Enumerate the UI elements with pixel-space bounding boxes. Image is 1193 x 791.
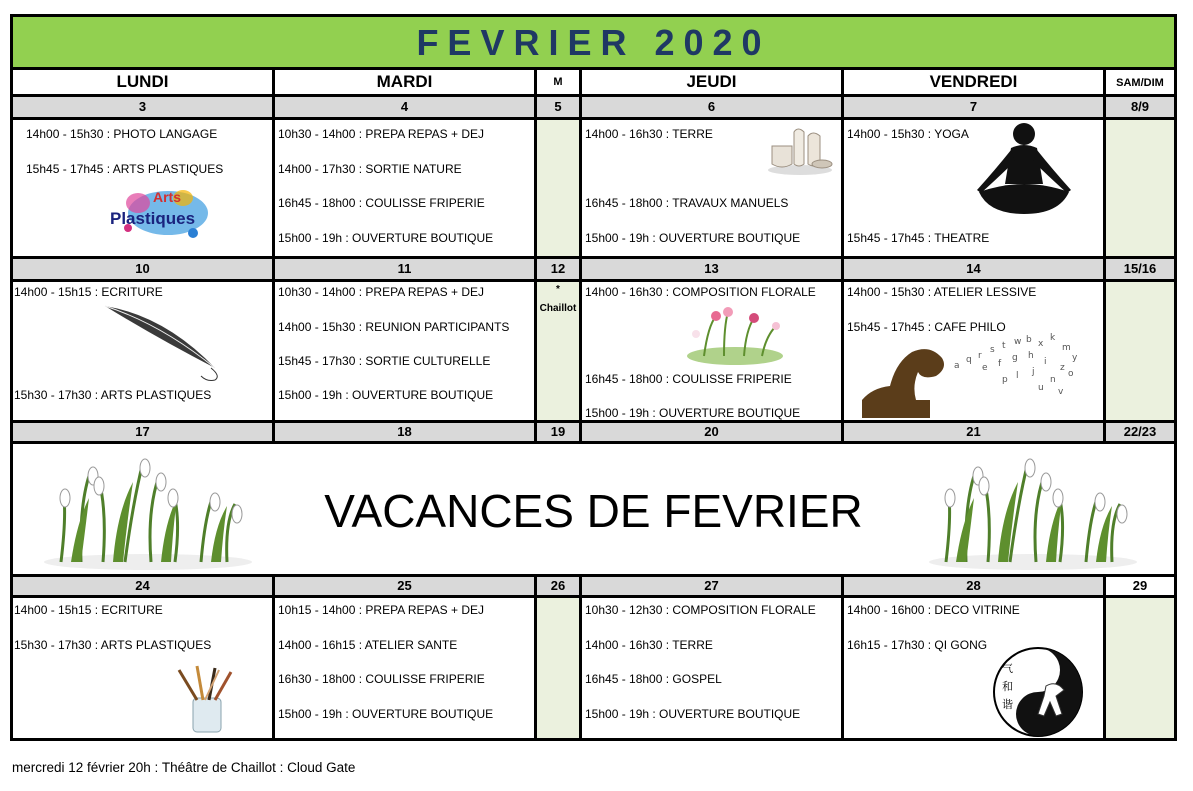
- event: 14h00 - 15h30 : YOGA: [847, 127, 969, 141]
- event: 14h00 - 17h30 : SORTIE NATURE: [278, 162, 462, 176]
- svg-text:n: n: [1050, 375, 1056, 385]
- svg-text:s: s: [990, 345, 995, 355]
- day-cell-weekend: [1106, 598, 1174, 738]
- day-number: 4: [275, 97, 534, 117]
- event: 15h00 - 19h : OUVERTURE BOUTIQUE: [585, 231, 801, 245]
- header-weekend: SAM/DIM: [1106, 70, 1174, 94]
- event: 10h15 - 14h00 : PREPA REPAS + DEJ: [278, 603, 485, 617]
- header-mercredi: M: [537, 70, 579, 94]
- day-number: 13: [582, 259, 841, 279]
- day-number: 17: [13, 423, 272, 441]
- svg-text:x: x: [1038, 339, 1044, 349]
- chaillot-star: *: [556, 284, 560, 295]
- event: 15h30 - 17h30 : ARTS PLASTIQUES: [14, 638, 212, 652]
- day-cell-mardi: [275, 598, 534, 738]
- arts-plastiques-logo: [98, 178, 218, 248]
- day-number: 22/23: [1106, 423, 1174, 441]
- svg-text:i: i: [1044, 357, 1047, 367]
- holiday-title: VACANCES DE FEVRIER: [324, 485, 863, 537]
- day-cell-jeudi: [582, 120, 841, 256]
- day-number: 19: [537, 423, 579, 441]
- pottery-image: [764, 124, 834, 176]
- day-number: 27: [582, 577, 841, 595]
- day-number: 10: [13, 259, 272, 279]
- event: 10h30 - 14h00 : PREPA REPAS + DEJ: [278, 127, 485, 141]
- header-mardi: MARDI: [275, 70, 534, 94]
- day-number: 8/9: [1106, 97, 1174, 117]
- chaillot-note: Chaillot: [539, 303, 577, 314]
- yoga-silhouette-image: [961, 120, 1091, 220]
- event: 15h45 - 17h45 : THEATRE: [847, 231, 990, 245]
- event: 14h00 - 16h00 : DECO VITRINE: [847, 603, 1020, 617]
- svg-text:Plastiques: Plastiques: [110, 209, 196, 228]
- event: 16h15 - 17h30 : QI GONG: [847, 638, 988, 652]
- day-number: 28: [844, 577, 1103, 595]
- day-cell-weekend: [1106, 282, 1174, 420]
- svg-text:Arts: Arts: [153, 189, 182, 205]
- svg-text:j: j: [1032, 367, 1035, 377]
- svg-text:f: f: [998, 359, 1002, 369]
- day-number: 12: [537, 259, 579, 279]
- svg-text:y: y: [1072, 353, 1078, 363]
- day-number: 20: [582, 423, 841, 441]
- event: 15h45 - 17h45 : ARTS PLASTIQUES: [26, 162, 224, 176]
- event: 16h45 - 18h00 : COULISSE FRIPERIE: [278, 196, 485, 210]
- svg-text:m: m: [1062, 343, 1071, 353]
- day-cell-vendredi: [844, 282, 1103, 420]
- svg-text:谐: 谐: [1002, 698, 1013, 711]
- day-number: 18: [275, 423, 534, 441]
- event: 14h00 - 16h30 : TERRE: [585, 638, 713, 652]
- event: 14h00 - 15h30 : ATELIER LESSIVE: [847, 285, 1037, 299]
- day-cell-lundi: [13, 282, 272, 420]
- day-number: 15/16: [1106, 259, 1174, 279]
- header-lundi: LUNDI: [13, 70, 272, 94]
- day-cell-weekend: [1106, 120, 1174, 256]
- paintbrush-jar-image: [175, 664, 237, 736]
- event: 14h00 - 16h30 : COMPOSITION FLORALE: [585, 285, 816, 299]
- svg-text:a: a: [954, 361, 960, 371]
- snowdrops-right-image: [926, 452, 1141, 570]
- svg-text:e: e: [982, 363, 988, 373]
- day-cell-jeudi: [582, 598, 841, 738]
- day-cell-lundi: [13, 120, 272, 256]
- day-number: 11: [275, 259, 534, 279]
- svg-text:p: p: [1002, 375, 1008, 385]
- day-number: 6: [582, 97, 841, 117]
- event: 15h00 - 19h : OUVERTURE BOUTIQUE: [278, 231, 494, 245]
- svg-text:o: o: [1068, 369, 1074, 379]
- day-number: 24: [13, 577, 272, 595]
- svg-text:u: u: [1038, 383, 1044, 393]
- day-cell-vendredi: [844, 120, 1103, 256]
- day-number: 25: [275, 577, 534, 595]
- svg-text:z: z: [1060, 363, 1065, 373]
- day-number: 14: [844, 259, 1103, 279]
- day-number: 5: [537, 97, 579, 117]
- event: 15h00 - 19h : OUVERTURE BOUTIQUE: [278, 388, 494, 402]
- flowers-image: [684, 304, 786, 366]
- svg-text:和: 和: [1002, 680, 1013, 693]
- svg-text:k: k: [1050, 333, 1056, 343]
- event: 10h30 - 14h00 : PREPA REPAS + DEJ: [278, 285, 485, 299]
- calendar-title: FEVRIER 2020: [13, 17, 1174, 67]
- svg-text:h: h: [1028, 351, 1034, 361]
- day-cell-vendredi: [844, 598, 1103, 738]
- event: 16h45 - 18h00 : COULISSE FRIPERIE: [585, 372, 792, 386]
- svg-text:r: r: [978, 351, 982, 361]
- day-cell-lundi: [13, 598, 272, 738]
- calendar: [10, 14, 1177, 741]
- event: 14h00 - 15h15 : ECRITURE: [14, 285, 163, 299]
- day-cell-mercredi: [537, 120, 579, 256]
- holiday-banner: [13, 444, 1174, 574]
- footer-note: mercredi 12 février 20h : Théâtre de Chaillot : Cloud Gate: [12, 760, 356, 775]
- day-cell-jeudi: [582, 282, 841, 420]
- quill-feather-image: [101, 302, 231, 382]
- day-number: 26: [537, 577, 579, 595]
- svg-text:g: g: [1012, 353, 1018, 363]
- day-number: 29: [1106, 577, 1174, 595]
- event: 10h30 - 12h30 : COMPOSITION FLORALE: [585, 603, 816, 617]
- svg-text:气: 气: [1002, 662, 1013, 675]
- svg-text:w: w: [1014, 337, 1022, 347]
- day-number: 7: [844, 97, 1103, 117]
- event: 14h00 - 16h15 : ATELIER SANTE: [278, 638, 458, 652]
- yin-yang-qigong-image: [988, 646, 1088, 738]
- event: 15h00 - 19h : OUVERTURE BOUTIQUE: [585, 406, 801, 420]
- svg-text:b: b: [1026, 335, 1032, 345]
- header-jeudi: JEUDI: [582, 70, 841, 94]
- day-cell-mardi: [275, 120, 534, 256]
- event: 16h45 - 18h00 : TRAVAUX MANUELS: [585, 196, 789, 210]
- event: 16h30 - 18h00 : COULISSE FRIPERIE: [278, 672, 485, 686]
- event: 16h45 - 18h00 : GOSPEL: [585, 672, 722, 686]
- day-cell-mardi: [275, 282, 534, 420]
- event: 14h00 - 16h30 : TERRE: [585, 127, 713, 141]
- header-vendredi: VENDREDI: [844, 70, 1103, 94]
- event: 15h45 - 17h45 : CAFE PHILO: [847, 320, 1006, 334]
- svg-text:v: v: [1058, 387, 1064, 397]
- event: 15h45 - 17h30 : SORTIE CULTURELLE: [278, 354, 491, 368]
- svg-text:q: q: [966, 355, 972, 365]
- day-number: 21: [844, 423, 1103, 441]
- event: 14h00 - 15h30 : REUNION PARTICIPANTS: [278, 320, 510, 334]
- event: 15h00 - 19h : OUVERTURE BOUTIQUE: [585, 707, 801, 721]
- event: 14h00 - 15h30 : PHOTO LANGAGE: [26, 127, 218, 141]
- svg-text:t: t: [1002, 341, 1006, 351]
- event: 15h00 - 19h : OUVERTURE BOUTIQUE: [278, 707, 494, 721]
- svg-text:l: l: [1016, 371, 1019, 381]
- event: 15h30 - 17h30 : ARTS PLASTIQUES: [14, 388, 212, 402]
- day-number: 3: [13, 97, 272, 117]
- day-cell-mercredi: [537, 282, 579, 420]
- day-cell-mercredi: [537, 598, 579, 738]
- thinker-image: [862, 330, 1087, 418]
- event: 14h00 - 15h15 : ECRITURE: [14, 603, 163, 617]
